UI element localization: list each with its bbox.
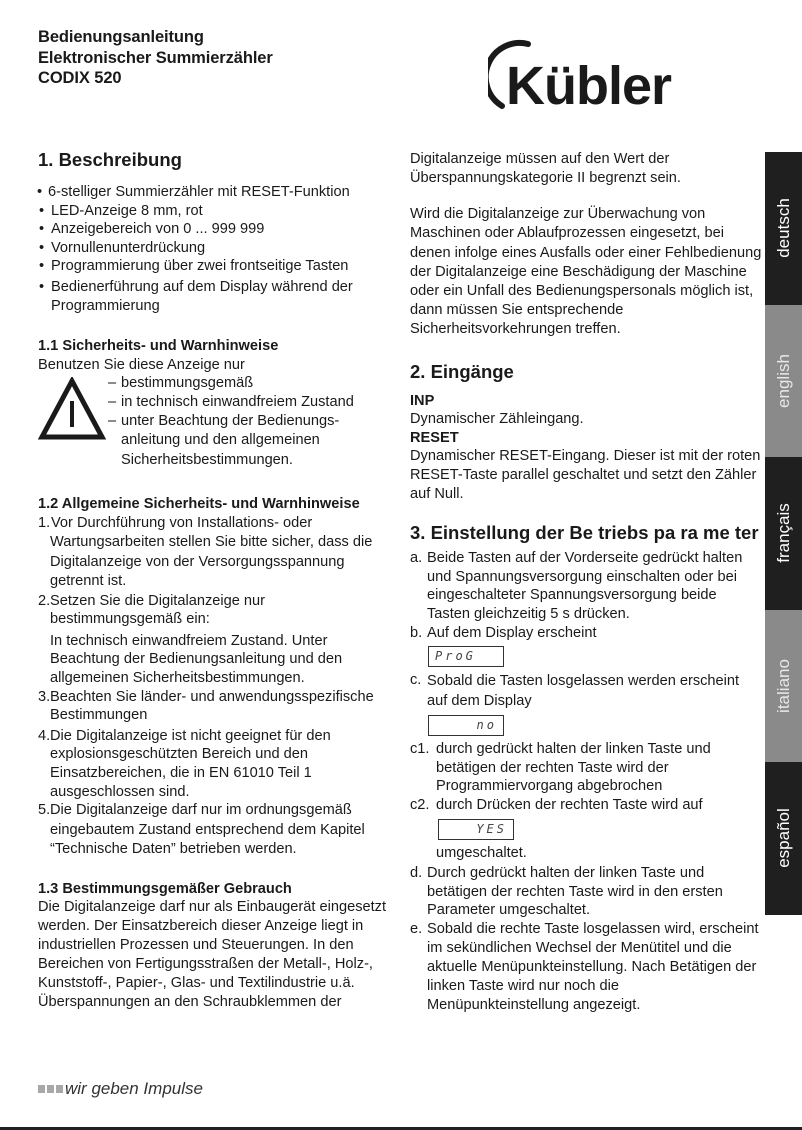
section-1-2-heading: 1.2 Allgemeine Sicherheits- und Warnhinweise: [38, 496, 360, 513]
feature-item: • Vornullenunterdrückung: [38, 239, 398, 258]
footer-slogan: [38, 1079, 203, 1099]
step-b: b. Auf dem Display erscheint ProG: [410, 624, 762, 668]
safety-paragraph: Wird die Digitalanzeige zur Überwachung von Maschinen oder Ablaufprozessen eingesetzt, bei denen infolge eines Ausfalls oder einer Fehlbedienung der Digitalanzeige eine Beschädigung der Maschine oder ein Unfall des Bedienungspersonals möglich ist, dann müssen Sie entsprechende Sicherheitsvorkehrungen treffen.: [410, 206, 762, 338]
tab-english[interactable]: english: [765, 305, 802, 458]
section-1-heading: 1. Beschreibung: [38, 149, 182, 170]
tab-deutsch[interactable]: deutsch: [765, 152, 802, 305]
warning-block: [38, 374, 398, 470]
feature-item: • Bedienerführung auf dem Display während der Programmierung: [38, 278, 398, 315]
feature-item: • Anzeigebereich von 0 ... 999 999: [38, 220, 398, 239]
overvoltage-continuation: Digitalanzeige müssen auf den Wert der Überspannungskategorie II begrenzt sein.: [410, 151, 681, 186]
section-1-3-heading: 1.3 Bestimmungsgemäßer Gebrauch: [38, 880, 292, 897]
kubler-logo-icon: [488, 38, 763, 114]
safety-conditions: [108, 374, 398, 470]
intended-use-text: Die Digitalanzeige darf nur als Einbaugerät eingesetzt werden. Der Einsatzbereich dieser Anzeige liegt in industriellen Prozessen und Steuerungen. In den Bereichen von Fertigungsstraßen der Metall-, Holz-, Kunststoff-, Papier-, Glas- und Textilindustrie u.ä.: [38, 899, 387, 992]
right-column: [410, 150, 762, 1015]
section-1-1-heading: 1.1 Sicherheits- und Warnhinweise: [38, 338, 279, 355]
left-column: [38, 148, 398, 1012]
inp-label: INP: [410, 392, 435, 409]
safety-item: 1. Vor Durchführung von Installations- oder Wartungsarbeiten stellen Sie bitte sicher, dass die Digitalanzeige von der Versorgungsspannung getrennt ist.: [38, 514, 373, 590]
tab-francais[interactable]: français: [765, 457, 802, 610]
tab-espanol[interactable]: español: [765, 762, 802, 915]
section-3-heading: 3. Einstellung der Be triebs pa ra me ter: [410, 522, 759, 544]
step-c2: c2. durch Drücken der rechten Taste wird auf YES umgeschaltet.: [410, 796, 703, 861]
title-line-1: Bedienungsanleitung: [38, 28, 204, 46]
safety-intro: Benutzen Sie diese Anzeige nur: [38, 356, 245, 373]
condition-item: – in technisch einwandfreiem Zustand: [108, 393, 398, 412]
slogan-square-icon: [47, 1085, 54, 1093]
condition-item: – bestimmungsgemäß: [108, 374, 398, 393]
safety-item: 2. Setzen Sie die Digitalanzeige nur bestimmungsgemäß ein: In technisch einwandfreiem Zustand. Unter Beachtung der Bedienungsanleitung und den allgemeinen Sicherheitsbestimmungen.: [38, 592, 343, 686]
slogan-square-icon: [56, 1085, 63, 1093]
tab-italiano[interactable]: italiano: [765, 610, 802, 763]
logo-wordmark: Kübler: [506, 56, 672, 114]
kubler-logo: [488, 38, 763, 114]
slogan-square-icon: [38, 1085, 45, 1093]
step-c: c. Sobald die Tasten losgelassen werden erscheint auf dem Display no: [410, 671, 762, 736]
step-c1: c1. durch gedrückt halten der linken Taste und betätigen der rechten Taste wird der Programmiervorgang abgebrochen: [410, 741, 711, 795]
step-d: d. Durch gedrückt halten der linken Taste und betätigen der rechten Taste wird in den ersten Parameter umgeschaltet.: [410, 865, 723, 919]
lcd-display-prog: ProG: [428, 646, 504, 667]
setup-steps: [410, 549, 762, 1015]
feature-list: [38, 183, 398, 315]
lcd-display-no: no: [428, 715, 504, 736]
document-title: [38, 27, 273, 89]
title-line-2: Elektronischer Summierzähler: [38, 48, 273, 67]
step-a: a. Beide Tasten auf der Vorderseite gedrückt halten und Spannungsversorgung einschalten oder bei eingeschalteter Spannungsversorgung beide Tasten gleichzeitig 5 s drücken.: [410, 550, 743, 622]
feature-item: • LED-Anzeige 8 mm, rot: [38, 202, 398, 221]
feature-item: • 6-stelliger Summierzähler mit RESET-Funktion: [38, 183, 398, 202]
lcd-display-yes: YES: [438, 819, 514, 840]
language-tabs: [765, 152, 802, 915]
slogan-text: wir geben Impulse: [65, 1079, 203, 1098]
overvoltage-text: Überspannungen an den Schraubklemmen der: [38, 994, 342, 1011]
inp-description: Dynamischer Zähleingang.: [410, 411, 584, 428]
section-2-heading: 2. Eingänge: [410, 360, 514, 382]
title-line-3: CODIX 520: [38, 69, 122, 87]
reset-label: RESET: [410, 429, 459, 446]
safety-item: 5. Die Digitalanzeige darf nur im ordnungsgemäß eingebautem Zustand entsprechend dem Kapitel “Technische Daten” betrieben werden.: [38, 802, 365, 858]
reset-description: Dynamischer RESET-Eingang. Dieser ist mit der roten RESET-Taste parallel geschaltet und setzt den Zähler auf Null.: [410, 448, 761, 502]
general-safety-list: [38, 514, 398, 860]
safety-item: 4. Die Digitalanzeige ist nicht geeignet für den explosionsgeschützten Bereich und den Einsatzbereichen, die in EN 61010 Teil 1 ausgeschlossen sind.: [38, 727, 331, 800]
safety-item: 3. Beachten Sie länder- und anwendungsspezifische Bestimmungen: [38, 688, 374, 724]
condition-item: – unter Beachtung der Bedienungs-anleitung und den allgemeinen Sicherheitsbestimmungen.: [108, 412, 398, 471]
warning-triangle-icon: [38, 377, 106, 441]
feature-item: • Programmierung über zwei frontseitige Tasten: [38, 257, 398, 276]
step-e: e. Sobald die rechte Taste losgelassen wird, erscheint im sekündlichen Wechsel der Menütitel und die aktuelle Menüpunkteinstellung. Nach Betätigen der linken Taste wird nur noch die Menüpunkteinstellung angezeigt.: [410, 920, 759, 1013]
